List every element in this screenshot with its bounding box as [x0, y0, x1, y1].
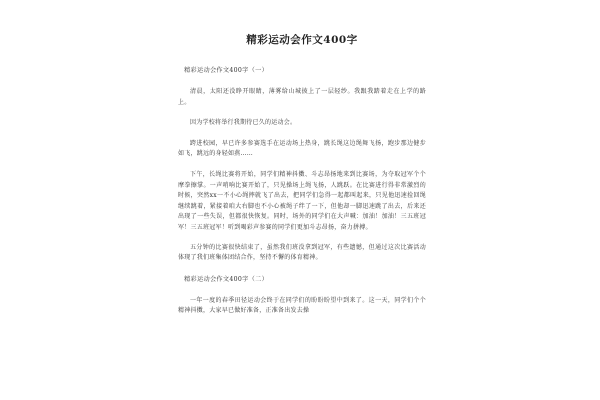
section-heading-2: 精彩运动会作文400字（二） [184, 275, 269, 283]
paragraph: 清晨，太阳还没睁开眼睛，薄雾给山城披上了一层轻纱。我跟我踏着走在上学的路上。 [178, 88, 426, 106]
paragraph: 跨进校园，早已许多参赛选手在运动场上热身，跳长绳这边绳舞飞扬，跑步那边健步如飞，跳远的身轻如燕…… [178, 139, 426, 158]
paragraph: 因为学校将举行我期待已久的运动会。 [190, 119, 297, 127]
page-title: 精彩运动会作文400字 [246, 34, 358, 46]
paragraph: 一年一度的春季田径运动会终于在同学们的盼盼盼望中到来了。这一天，同学们个个精神抖擞，大家早已做好准备，正准备出发去操 [178, 296, 426, 315]
article [178, 32, 426, 327]
section-heading-1: 精彩运动会作文400字（一） [184, 67, 269, 74]
paragraph: 下午，长绳比赛将开始，同学们精神抖擞、斗志昂扬地来到比赛场，为夺取冠军个个摩拳擦掌。一声哨响比赛开始了，只见操场上绳飞扬，人跳跃。在比赛进行得非常激烈的时候，突然xx一不小心绳摔就飞了出去，把同学们急得一起都叫起来，只见他迅速捡回绳继续跳着，紧接着咱大右脚也不小心被绳子绊了一下，但他却一脚迅速跳了出去，后来还出现了一些失误，但都很快恢复。同时，场外的同学们在大声喊：加油！加油！三五班冠军！三五班冠军！听到喝彩声参赛的同学们更加斗志昂扬，奋力拼搏。 [178, 170, 426, 231]
paragraph: 五分钟的比赛很快结束了，虽然我们班没拿到冠军，有些遗憾，但通过这次比赛活动体现了我们班集体团结合作，坚持不懈的体育精神。 [178, 243, 426, 262]
